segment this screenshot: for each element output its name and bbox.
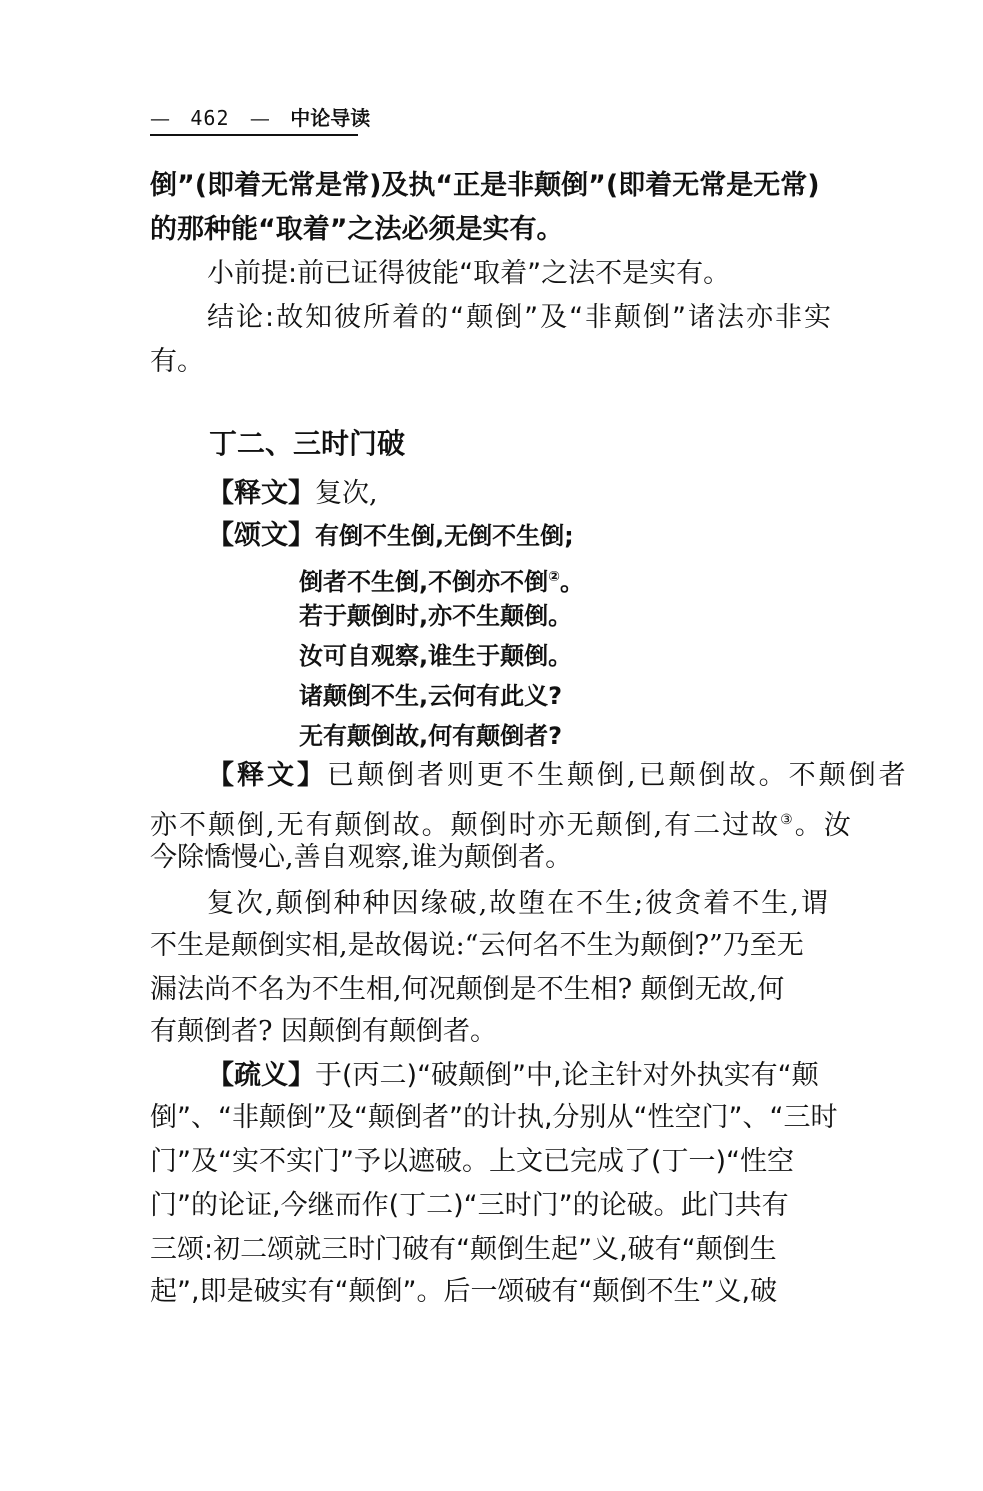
text-line: 不生是颠倒实相,是故偈说:“云何名不生为颠倒?”乃至无: [150, 930, 804, 961]
text-line: 有颠倒者? 因颠倒有颠倒者。: [150, 1016, 498, 1047]
text-line: 起”,即是破实有“颠倒”。后一颂破有“颠倒不生”义,破: [150, 1276, 778, 1307]
text-line: 亦不颠倒,无有颠倒故。颠倒时亦无颠倒,有二过故: [150, 810, 781, 841]
conclusion: 结论:故知彼所着的“颠倒”及“非颠倒”诸法亦非实: [207, 302, 834, 333]
footnote-mark: ②: [548, 569, 560, 585]
text-line: 漏法尚不名为不生相,何况颠倒是不生相? 颠倒无故,何: [150, 974, 785, 1005]
shiwen-block-1: [207, 474, 378, 514]
book-title: 中论导读: [290, 106, 371, 130]
header-dash-left: —: [150, 106, 170, 130]
shiwen-text: 复次,: [315, 478, 378, 509]
verse-line: 有倒不生倒,无倒不生倒;: [315, 522, 574, 550]
verse-line: 无有颠倒故,何有颠倒者?: [299, 722, 563, 750]
text-line: 门”及“实不实门”予以遮破。上文已完成了(丁一)“性空: [150, 1146, 795, 1177]
shuyi-block: [207, 1056, 819, 1096]
shiwen-block-2: [207, 756, 909, 796]
verse-line: 若于颠倒时,亦不生颠倒。: [299, 602, 573, 630]
running-header: [150, 104, 890, 132]
text-line: 有。: [150, 346, 204, 377]
footnote-mark: ③: [780, 812, 795, 828]
text-line: 今除憍慢心,善自观察,谁为颠倒者。: [150, 842, 573, 873]
shuyi-label: 【疏义】: [207, 1060, 315, 1091]
songwen-label: 【颂文】: [207, 520, 315, 551]
text-line: 倒”(即着无常是常)及执“正是非颠倒”(即着无常是无常): [150, 170, 820, 201]
text-line: 于(丙二)“破颠倒”中,论主针对外执实有“颠: [315, 1060, 819, 1091]
text-line: 门”的论证,今继而作(丁二)“三时门”的论破。此门共有: [150, 1190, 789, 1221]
text-line: 。汝: [794, 810, 853, 841]
section-heading: 丁二、三时门破: [209, 427, 406, 460]
text-line: 已颠倒者则更不生颠倒,已颠倒故。不颠倒者: [327, 760, 909, 791]
text-line: 的那种能“取着”之法必须是实有。: [150, 214, 564, 245]
verse-line: 汝可自观察,谁生于颠倒。: [299, 642, 573, 670]
verse-line-tail: 。: [559, 568, 584, 596]
header-dash-right: —: [249, 106, 270, 130]
text-line: 三颂:初二颂就三时门破有“颠倒生起”义,破有“颠倒生: [150, 1234, 777, 1265]
page-number: 462: [190, 106, 230, 130]
verse-line: 诸颠倒不生,云何有此义?: [299, 682, 563, 710]
shiwen-label: 【释文】: [207, 478, 315, 509]
verse-line: 倒者不生倒,不倒亦不倒: [299, 568, 549, 596]
minor-premise: 小前提:前已证得彼能“取着”之法不是实有。: [207, 258, 731, 289]
shiwen-label: 【释文】: [207, 760, 327, 791]
text-line: 倒”、“非颠倒”及“颠倒者”的计执,分别从“性空门”、“三时: [150, 1102, 838, 1133]
songwen-line-1: [207, 516, 574, 556]
header-rule: [150, 134, 358, 136]
text-line: 复次,颠倒种种因缘破,故堕在不生;彼贪着不生,谓: [207, 888, 830, 919]
